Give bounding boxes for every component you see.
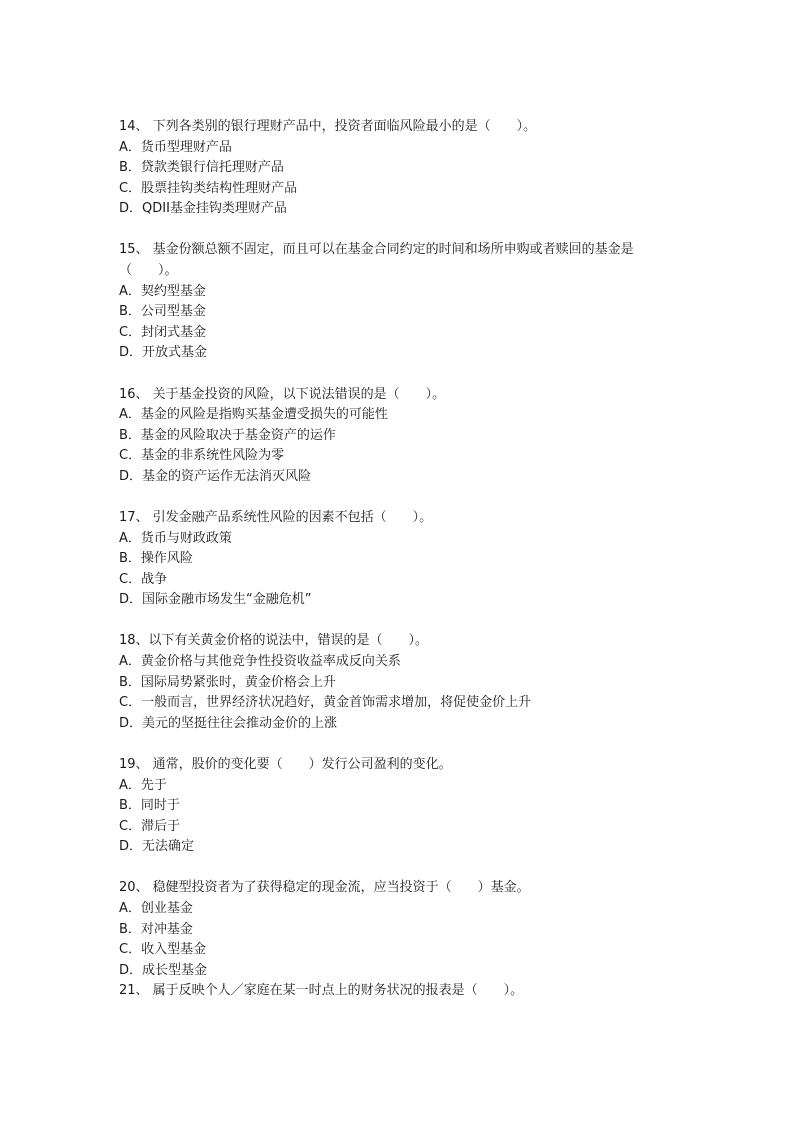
option-d: D．成长型基金 (119, 962, 208, 978)
option-a: A．契约型基金 (119, 283, 206, 299)
option-b: B．公司型基金 (119, 304, 206, 320)
option-b: B．国际局势紧张时，黄金价格会上升 (119, 674, 336, 690)
question-21 (119, 981, 679, 1002)
question-stem: 17、 引发金融产品系统性风险的因素不包括（ ）。 (119, 510, 433, 525)
question-stem: 21、 属于反映个人／家庭在某一时点上的财务状况的报表是（ ）。 (119, 983, 524, 999)
question-stem: 14、 下列各类别的银行理财产品中，投资者面临风险最小的是（ ）。 (119, 119, 537, 134)
question-20 (119, 878, 679, 981)
question-18 (119, 631, 679, 734)
question-16 (119, 385, 679, 488)
option-b: B．同时于 (119, 798, 180, 814)
question-17 (119, 508, 679, 611)
option-d: D．国际金融市场发生“金融危机” (119, 592, 312, 608)
option-a: A．先于 (119, 777, 167, 793)
option-d: D．基金的资产运作无法消灭风险 (119, 468, 312, 484)
option-c: C．战争 (119, 571, 168, 587)
option-b: B．基金的风险取决于基金资产的运作 (119, 427, 336, 443)
option-a: A．基金的风险是指购买基金遭受损失的可能性 (119, 407, 388, 423)
option-a: A．创业基金 (119, 901, 193, 916)
question-stem: 15、 基金份额总额不固定，而且可以在基金合同约定的时间和场所申购或者赎回的基金是 (119, 242, 634, 258)
option-b: B．对冲基金 (119, 921, 193, 937)
document-body (119, 117, 679, 1002)
option-c: C．基金的非系统性风险为零 (119, 448, 285, 464)
option-d: D．开放式基金 (119, 345, 208, 361)
question-stem: 16、 关于基金投资的风险，以下说法错误的是（ ）。 (119, 386, 446, 402)
question-stem-continuation: （ ）。 (119, 263, 178, 279)
option-c: C．封闭式基金 (119, 324, 207, 340)
option-b: B．操作风险 (119, 551, 193, 567)
option-d: D．美元的坚挺往往会推动金价的上涨 (119, 715, 338, 731)
question-14 (119, 117, 679, 220)
question-19 (119, 755, 679, 858)
option-c: C．一般而言，世界经济状况趋好，黄金首饰需求增加，将促使金价上升 (119, 695, 532, 711)
option-d: D．QDII基金挂钩类理财产品 (119, 201, 287, 217)
option-c: C．滞后于 (119, 818, 181, 834)
question-stem: 20、 稳健型投资者为了获得稳定的现金流，应当投资于（ ）基金。 (119, 880, 530, 896)
option-c: C．收入型基金 (119, 942, 207, 958)
question-stem: 19、 通常，股价的变化要（ ）发行公司盈利的变化。 (119, 756, 452, 772)
option-c: C．股票挂钩类结构性理财产品 (119, 180, 298, 196)
question-stem: 18、以下有关黄金价格的说法中，错误的是（ ）。 (119, 633, 429, 649)
option-a: A．黄金价格与其他竞争性投资收益率成反向关系 (119, 654, 401, 670)
option-a: A．货币与财政政策 (119, 530, 232, 546)
question-15 (119, 240, 679, 364)
option-b: B．贷款类银行信托理财产品 (119, 160, 284, 176)
option-d: D．无法确定 (119, 839, 195, 855)
option-a: A．货币型理财产品 (119, 139, 232, 155)
